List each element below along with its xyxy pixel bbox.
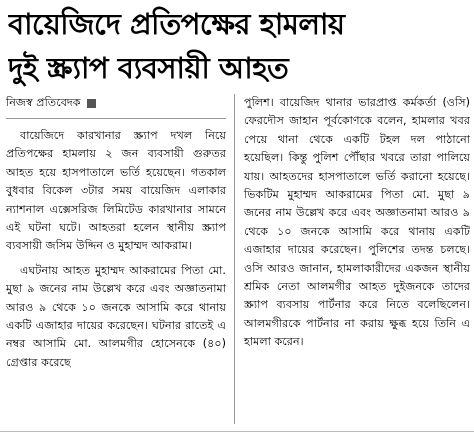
right-column (244, 94, 470, 352)
column-divider (234, 94, 235, 424)
byline (6, 94, 226, 112)
byline-text: নিজস্ব প্রতিবেদক (6, 96, 81, 109)
left-column (6, 94, 226, 372)
headline-line-1: বায়েজিদে প্রতিপক্ষের হামলায় (8, 7, 345, 41)
right-paragraph-1: পুলিশ। বায়েজিদ থানার ভারপ্রাপ্ত কর্মকর্তা (ওসি) ফেরদৌস জাহান পূর্বকোণকে বলেন, হামলার খবর পেয়ে থানা থেকে একটি টহল দল পাঠানো হয়েছিল। কিন্তু পুলিশ পৌঁছার খবরে তারা পালিয়ে যায়। আহতদের হাসপাতালে ভর্তি করানো হয়েছে। ভিকটিম মুহাম্মদ আকরামের পিতা মো. মুছা ৯ জনের নাম উল্লেখ করে এবং অজ্ঞাতনামা আরও ৯ থেকে ১০ জনকে আসামি করে থানায় একটি এজাহার দায়ের করেছেন। পুলিশের তদন্ত চলছে। ওসি আরও জানান, হামলাকারীদের একজন স্থানীয় শ্রমিক নেতা আলমগীর আহত দুইজনকে তাদের স্ক্র্যাপ ব্যবসায় পার্টনার করে নিতে বলেছিলেন। আলমগীরকে পার্টনার না করায় ক্ষুব্ধ হয়ে তিনি এ হামলা করেন। (244, 96, 470, 349)
left-paragraph-1: বায়েজিদে কারখানার স্ক্র্যাপ দখল নিয়ে প্রতিপক্ষের হামলায় ২ জন ব্যবসায়ী গুরুতর আহত হয়ে হাসপাতালে ভর্তি হয়েছেন। গতকাল বুধবার বিকেল ৩টার সময় বায়েজিদ এলাকার ন্যাশনাল এক্সেসরিজ লিমিটেড কারখানার সামনে এই ঘটনা ঘটে। আহতরা হলেন স্থানীয় স্ক্র্যাপ ব্যবসায়ী জসিম উদ্দিন ও মুহাম্মদ আকরাম। (6, 129, 226, 253)
left-paragraph-2: এঘটনায় আহত মুহাম্মদ আকরামের পিতা মো. মুছা ৯ জনের নাম উল্লেখ করে এবং অজ্ঞাতনামা আরও ৯ থেকে ১০ জনকে আসামি করে থানায় একটি এজাহার দায়ের করেছেন। ঘটনার রাতেই এ নম্বর আসামি মো. আলমগীর হোসেনকে (৪০) গ্রেপ্তার করেছে (6, 263, 226, 369)
headline (8, 2, 468, 90)
headline-line-2: দুই স্ক্র্যাপ ব্যবসায়ী আহত (8, 51, 289, 85)
byline-square-icon (87, 99, 96, 108)
byline-divider (6, 118, 226, 119)
bottom-rule (0, 431, 474, 432)
